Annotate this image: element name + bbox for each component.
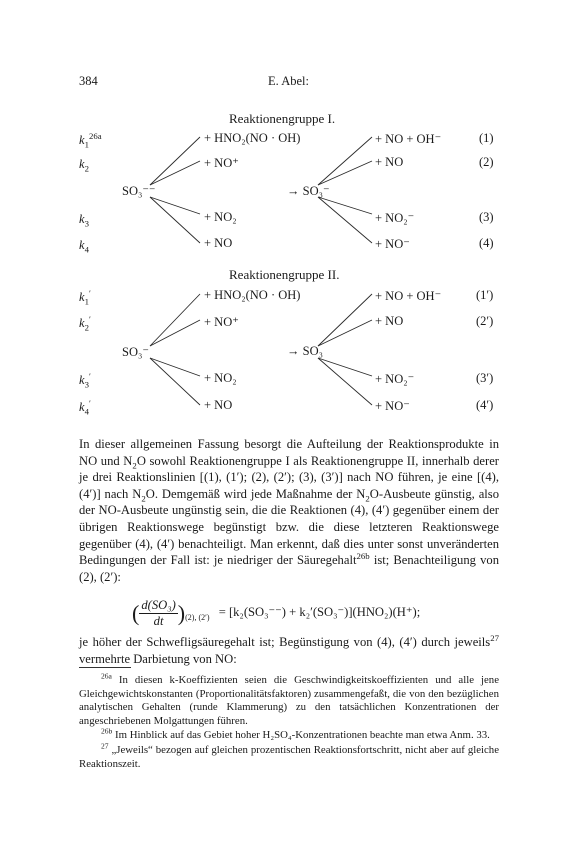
group2-mid-3: + NO₂ xyxy=(204,371,237,385)
group2-final-3: + NO₂⁻ xyxy=(375,372,415,386)
footnote-26b: $^{26b}$ Im Hinblick auf das Gebiet hoher H₂SO₄-Konzentrationen beachte man etwa Anm. 33. xyxy=(101,726,490,742)
group2-title: Reaktionengruppe II. xyxy=(229,267,340,282)
group1-final-4: + NO⁻ xyxy=(375,237,410,251)
group1-k3: $k_3$ xyxy=(79,212,89,229)
branch-line xyxy=(150,320,200,346)
branch-line xyxy=(150,197,200,214)
group2-final-1: + NO + OH⁻ xyxy=(375,289,442,303)
group1-mid-2: + NO⁺ xyxy=(204,156,239,170)
branch-line xyxy=(150,137,200,185)
group2-eqno-2: (2′) xyxy=(476,314,494,328)
branch-line xyxy=(318,161,372,185)
equation-rhs: = [k₂(SO₃⁻⁻) + k₂′(SO₃⁻)](HNO₂)(H⁺); xyxy=(218,605,421,620)
group2-k4: $k_4'$ xyxy=(79,397,91,417)
group2-eqno-4: (4′) xyxy=(476,398,494,412)
running-title: E. Abel: xyxy=(268,74,309,88)
group2-final-2: + NO xyxy=(375,314,404,328)
group1-eqno-1: (1) xyxy=(479,131,494,145)
group1-eqno-4: (4) xyxy=(479,236,494,250)
equation-fraction: $\frac{\text{d(SO₃)}}{dt}$ xyxy=(141,598,176,628)
body-paragraph: In dieser allgemeinen Fassung besorgt die Aufteilung der Reaktionsprodukte in NO und $N_2O$ sowohl Reaktionengruppe I als Reaktionengruppe II, innerhalb derer je drei Reaktionslinien [(1), (1′); (2), (2′); (3), (3′)] nach NO führen, je eine [(4), (4′)] nach $N_2O$. Demgemäß wird jede Maßnahme der $N_2O$-Ausbeute günstig, also der NO-Ausbeute ungünstig sein, die die Reaktionen (4), (4′) gegenüber einem der übrigen Reaktionswege begünstigt bzw. die diese letzteren Reaktionswege gegenüber (4), (4′) benachteiligt. Man erkennt, daß dies unter sonst unveränderten Bedingungen der Fall ist: je niedriger der Säuregehalt$^{26b}$ ist; Benachteiligung von (2), (2′): xyxy=(79,437,499,584)
branch-line xyxy=(318,197,372,214)
group1-mid-3: + NO₂ xyxy=(204,210,237,224)
group2-reactant: SO₃⁻ xyxy=(122,345,149,359)
branch-line xyxy=(150,358,200,405)
group1-mid-4: + NO xyxy=(204,236,233,250)
group2-final-4: + NO⁻ xyxy=(375,399,410,413)
group1-k2: $k_2$ xyxy=(79,157,89,174)
group2-k1: $k_1'$ xyxy=(79,287,91,307)
branch-line xyxy=(318,294,372,346)
group1-intermediate: → SO₃⁻ xyxy=(287,184,330,198)
group2-eqno-3: (3′) xyxy=(476,371,494,385)
group2-mid-1: + HNO₂(NO · OH) xyxy=(204,288,301,302)
branch-line xyxy=(318,358,372,376)
footnote-27: $^{27}$ „Jeweils“ bezogen auf gleichen prozentischen Reaktionsfortschritt, nicht aber auf gleiche Reaktionszeit. xyxy=(79,741,499,770)
branch-line xyxy=(318,358,372,405)
branch-line xyxy=(150,197,200,243)
footnote-rule xyxy=(79,667,131,668)
group1-k1: $k_1^{26a}$ xyxy=(79,130,102,150)
branch-line xyxy=(150,161,200,185)
group2-intermediate: → SO₃ xyxy=(287,344,323,358)
branch-line xyxy=(318,320,372,346)
group2-k2: $k_2'$ xyxy=(79,313,91,333)
group1-eqno-3: (3) xyxy=(479,210,494,224)
group1-reactant: SO₃⁻⁻ xyxy=(122,184,156,198)
branch-line xyxy=(150,294,200,346)
group1-final-3: + NO₂⁻ xyxy=(375,211,415,225)
group1-eqno-2: (2) xyxy=(479,155,494,169)
group1-mid-1: + HNO₂(NO · OH) xyxy=(204,131,301,145)
branch-line xyxy=(318,197,372,243)
group2-mid-4: + NO xyxy=(204,398,233,412)
group2-eqno-1: (1′) xyxy=(476,288,494,302)
branch-line xyxy=(150,358,200,376)
branch-line xyxy=(318,137,372,185)
group1-title: Reaktionengruppe I. xyxy=(229,111,336,126)
group1-k4: $k_4$ xyxy=(79,238,89,255)
footnote-26a: $^{26a}$ In diesen k-Koeffizienten seien die Geschwindigkeitskoeffizienten und alle jene Gleichgewichtskonstanten (Proportionalitätsfaktoren) zusammengefaßt, die von den bezüglichen analytischen Gehalten (runde Klammerung) zu den tatsächlichen Konzentrationen der angeschriebenen Molgattungen führen. xyxy=(79,671,499,727)
footnotes xyxy=(79,671,499,772)
body-continuation: je höher der Schwefligsäuregehalt ist; Begünstigung von (4), (4′) durch jeweils$^{27}$ vermehrte Darbietung von NO: xyxy=(79,632,499,666)
group2-mid-2: + NO⁺ xyxy=(204,315,239,329)
rate-equation: ( $\frac{\text{d(SO₃)}}{dt}$ )$_{(2), (2')} = [k_2(SO_3^{--}) + k_2'(SO_3^-)](HNO_2)(H^+)$; xyxy=(132,598,421,628)
page-number: 384 xyxy=(79,74,98,88)
group2-k3: $k_3'$ xyxy=(79,370,91,390)
group1-final-1: + NO + OH⁻ xyxy=(375,132,442,146)
group1-final-2: + NO xyxy=(375,155,404,169)
